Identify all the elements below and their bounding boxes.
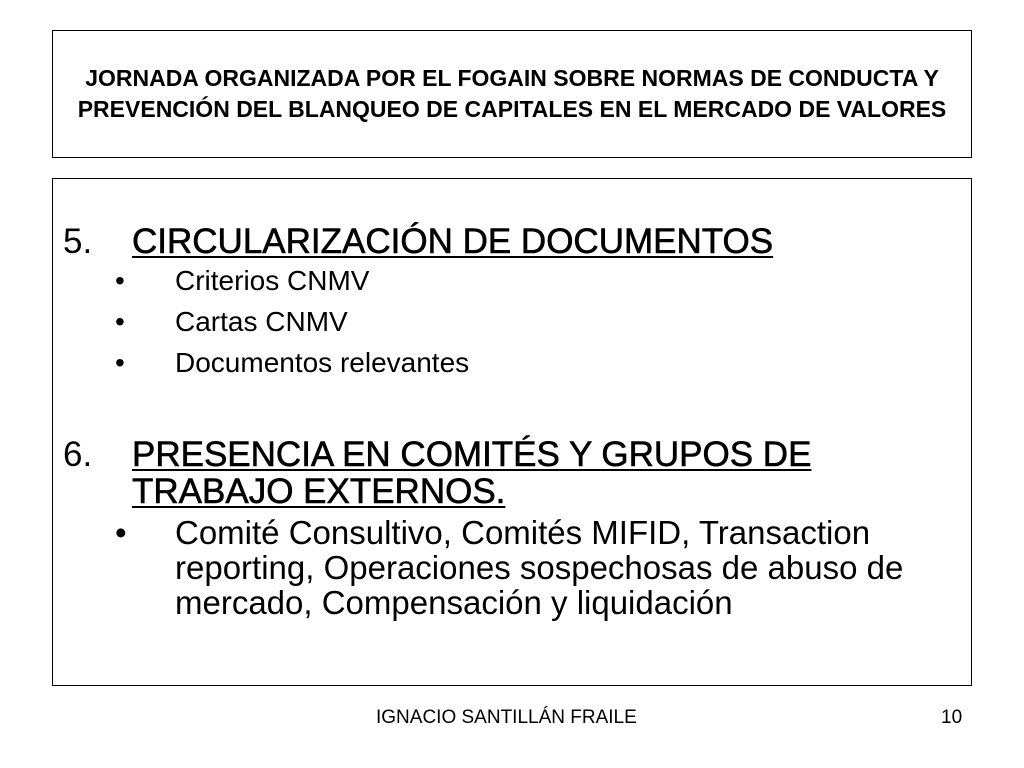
bullet-text: Comité Consultivo, Comités MIFID, Transaction reporting, Operaciones sospechosas de abuso de mercado, Compensación y liquidación <box>175 514 904 621</box>
bullet-icon: • <box>115 306 125 337</box>
list-item <box>63 515 961 620</box>
list-item <box>63 260 961 301</box>
bullet-list <box>63 515 961 620</box>
bullet-list <box>63 260 961 383</box>
slide-title-box <box>52 30 972 158</box>
slide-content-box <box>52 178 972 686</box>
section-heading <box>63 223 961 260</box>
section-title: CIRCULARIZACIÓN DE DOCUMENTOS <box>132 222 774 261</box>
page-number: 10 <box>941 707 963 728</box>
bullet-icon: • <box>115 514 127 551</box>
bullet-text: Criterios CNMV <box>175 265 370 296</box>
list-item <box>63 342 961 383</box>
bullet-text: Cartas CNMV <box>175 306 348 337</box>
section-number: 6. <box>63 435 93 474</box>
bullet-text: Documentos relevantes <box>175 347 470 378</box>
section-5 <box>63 223 961 383</box>
section-heading <box>63 436 961 510</box>
bullet-icon: • <box>115 347 125 378</box>
list-item <box>63 301 961 342</box>
section-6 <box>63 436 961 620</box>
slide-title: JORNADA ORGANIZADA POR EL FOGAIN SOBRE NORMAS DE CONDUCTA Y PREVENCIÓN DEL BLANQUEO DE CAPITALES EN EL MERCADO DE VALORES <box>77 65 947 122</box>
section-number: 5. <box>63 222 93 261</box>
footer-author: IGNACIO SANTILLÁN FRAILE <box>376 707 637 728</box>
section-title: PRESENCIA EN COMITÉS Y GRUPOS DE TRABAJO EXTERNOS. <box>132 435 812 511</box>
bullet-icon: • <box>115 265 125 296</box>
